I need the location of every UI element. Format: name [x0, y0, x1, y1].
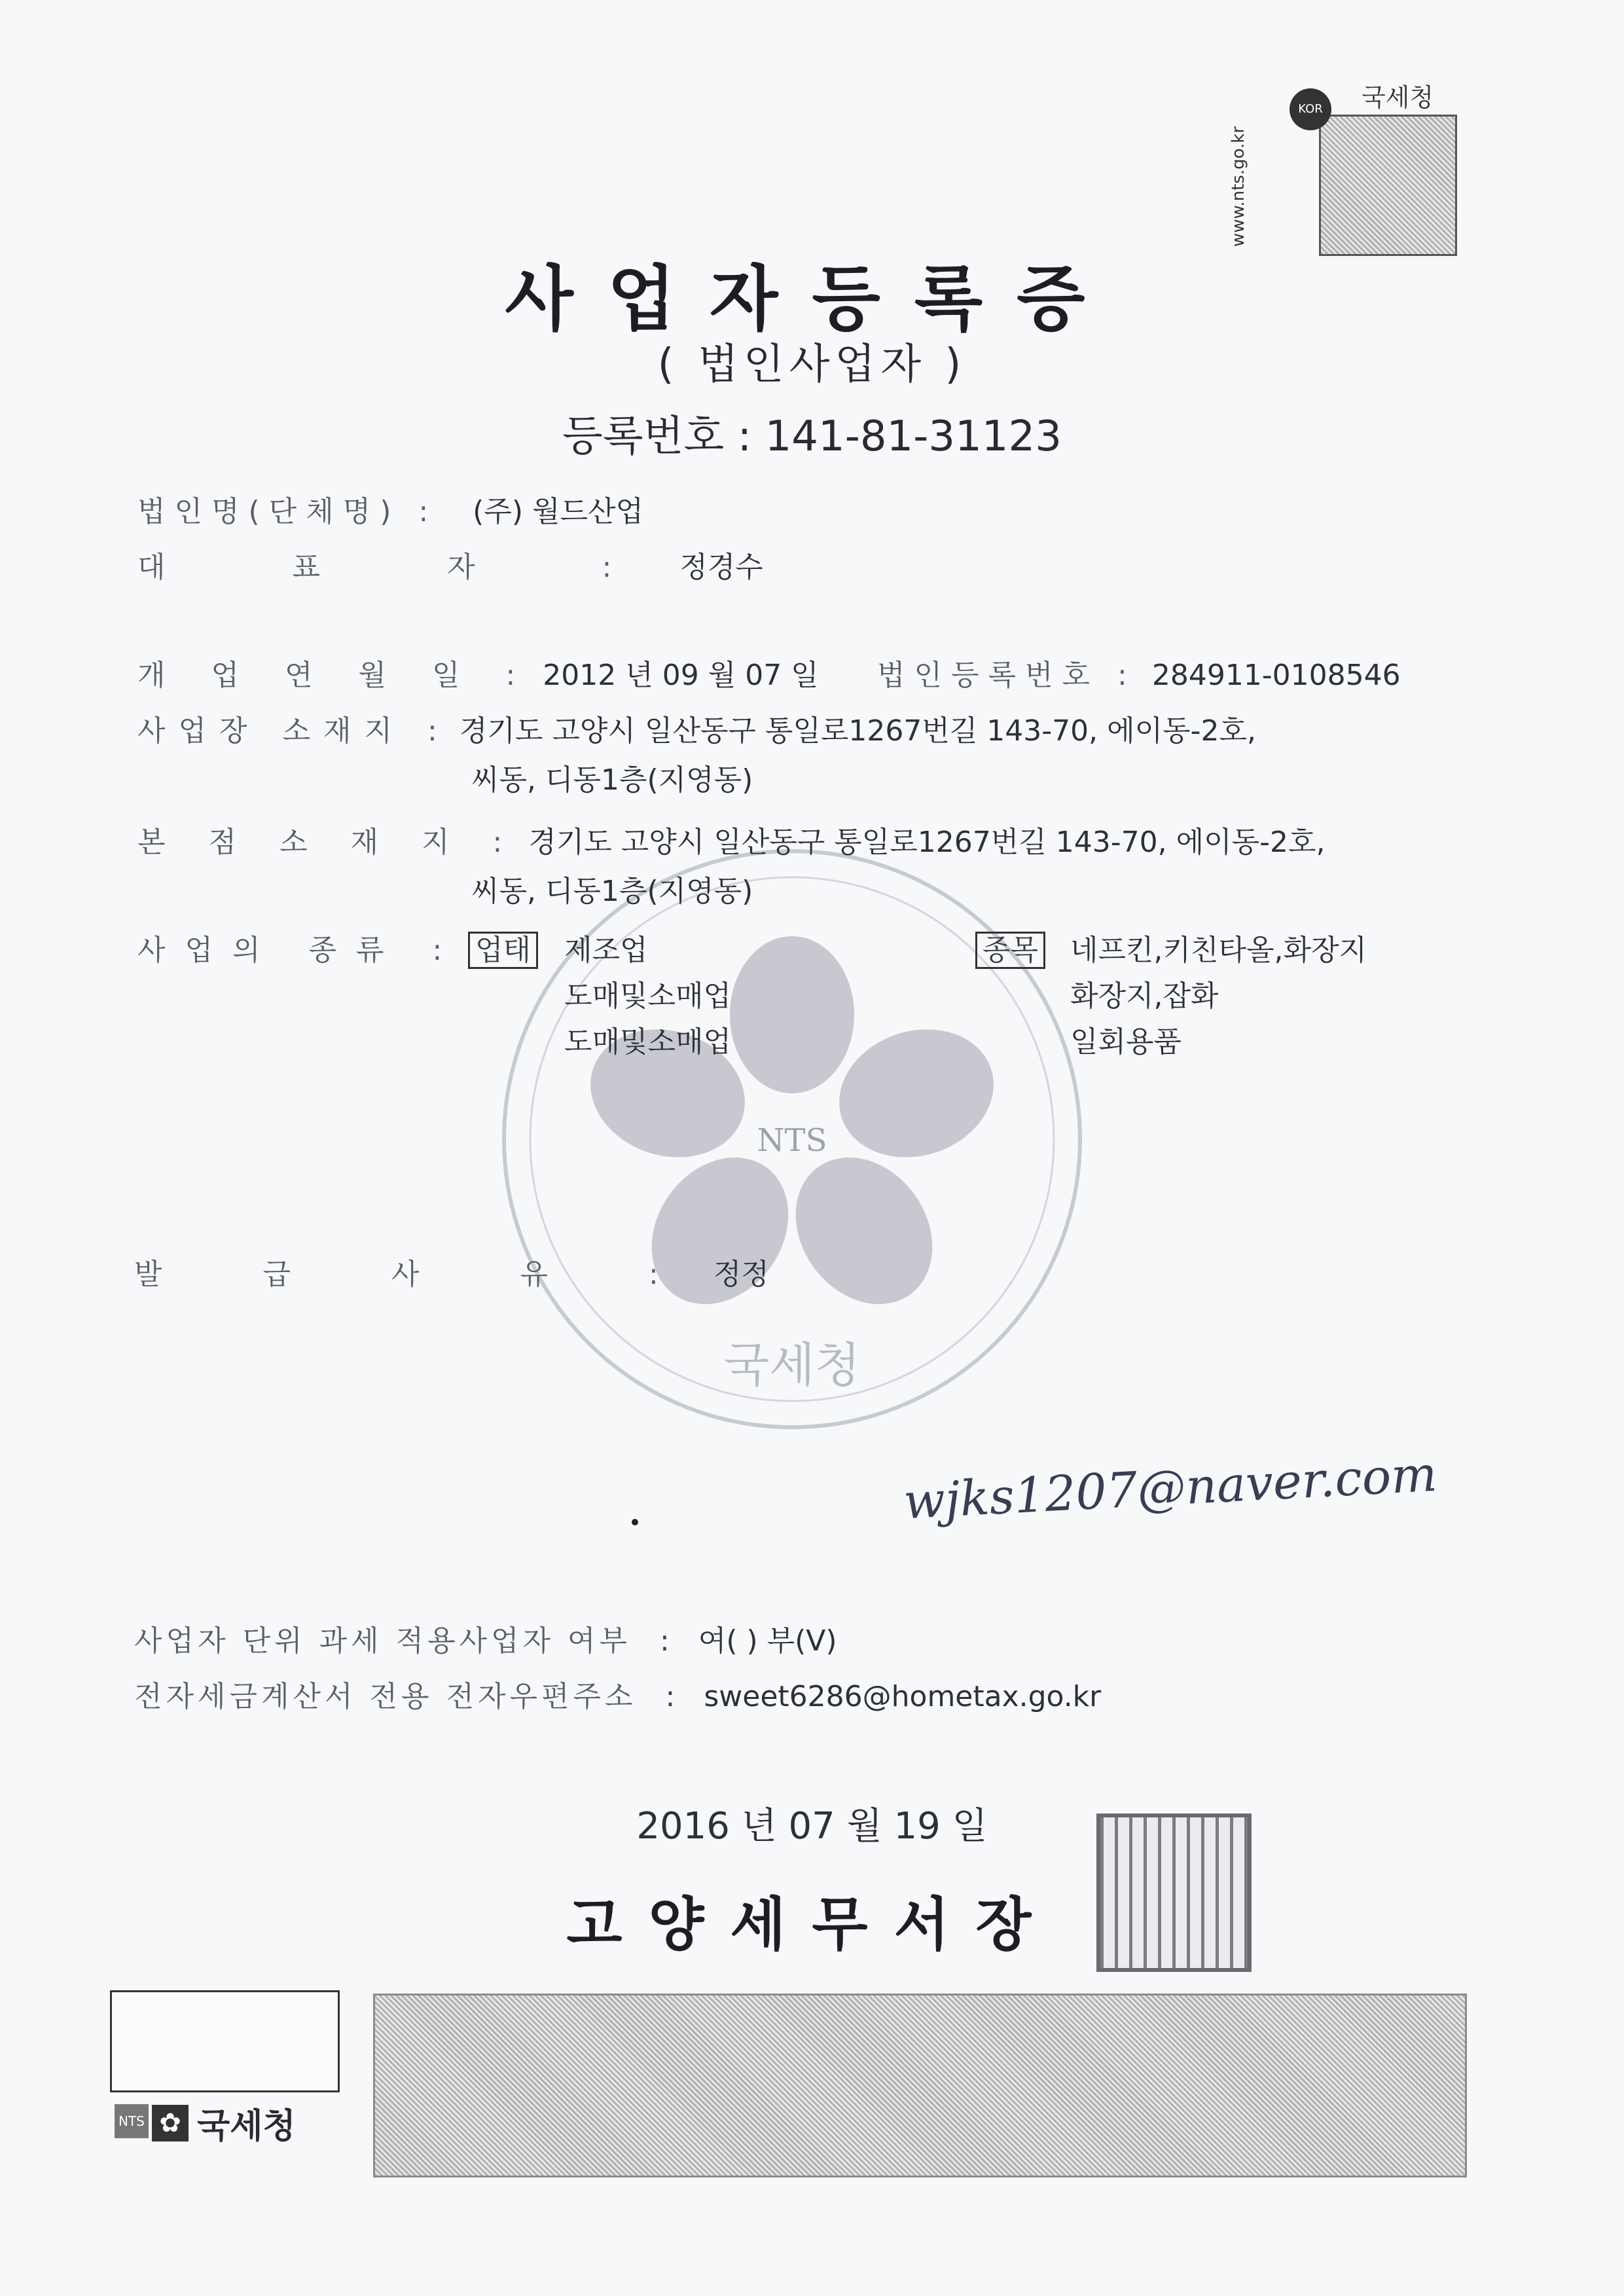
issue-date: 2016 년 07 월 19 일 [636, 1805, 988, 1848]
qr-code-top [1319, 115, 1457, 256]
issue-reason-row [134, 1250, 769, 1292]
biz-address-row [137, 707, 1256, 749]
jongmok-item: 일회용품 [1070, 1025, 1182, 1059]
biz-address-line2: 씨동, 디동1층(지영동) [471, 763, 753, 797]
dot-mark [632, 1519, 638, 1525]
corp-name: (주) 월드산업 [473, 495, 644, 528]
qr-label: 국세청 [1362, 83, 1434, 112]
handwritten-email: wjks1207@naver.com [902, 1446, 1439, 1531]
biz-address-label: 사업장 소재지 : [137, 714, 450, 748]
corp-reg-label: 법인등록번호 : [877, 659, 1136, 692]
hq-address-line1: 경기도 고양시 일산동구 통일로1267번길 143-70, 에이동-2호, [528, 826, 1326, 859]
registration-number: 141-81-31123 [765, 412, 1062, 461]
representative-row [137, 543, 763, 585]
biz-type-row [137, 926, 461, 968]
registration-number-line [0, 403, 1624, 463]
footer-logo-text: 국세청 [197, 2107, 296, 2146]
barcode-noise-area [373, 1994, 1467, 2178]
hq-address-label: 본 점 소 재 지 : [137, 826, 520, 859]
nts-watermark-seal [484, 831, 1100, 1447]
corp-reg-row [877, 651, 1401, 693]
tax-unit-label: 사업자 단위 과세 적용사업자 여부 [134, 1624, 631, 1658]
e-invoice-email-row: 전자세금계산서 전용 전자우편주소 : sweet6286@hometax.go.kr [134, 1680, 1102, 1713]
upte-tag: 업태 [468, 926, 538, 968]
tax-unit-row: 사업자 단위 과세 적용사업자 여부 : 여( ) 부(V) [134, 1624, 837, 1658]
jongmok-item: 네프킨,키친타올,화장지 [1070, 934, 1367, 967]
document-subtitle: ( 법인사업자 ) [657, 340, 967, 389]
biz-address-line1: 경기도 고양시 일산동구 통일로1267번길 143-70, 에이동-2호, [459, 714, 1257, 748]
seal-bottom-text: 국세청 [723, 1338, 861, 1393]
representative-label: 대 표 자 : [137, 551, 671, 584]
jongmok-tag: 종목 [975, 926, 1045, 968]
open-date-label: 개 업 연 월 일 : [137, 659, 534, 692]
hq-address-line2: 씨동, 디동1층(지영동) [471, 875, 753, 908]
corp-reg-number: 284911-0108546 [1151, 659, 1401, 692]
upte-item: 도매및소매업 [564, 979, 732, 1013]
issue-reason: 정정 [713, 1258, 769, 1291]
upte-item: 도매및소매업 [564, 1025, 732, 1059]
nts-url: www.nts.go.kr [1229, 126, 1249, 247]
open-date-row [137, 651, 819, 693]
kor-badge: KOR [1290, 88, 1331, 130]
footer-logo [115, 2098, 296, 2147]
corp-name-row [137, 488, 643, 530]
flower-icon: ✿ [152, 2105, 189, 2141]
e-invoice-email-label: 전자세금계산서 전용 전자우편주소 [134, 1680, 637, 1713]
registration-number-label: 등록번호 : [562, 412, 752, 461]
open-date: 2012 년 09 월 07 일 [543, 659, 819, 692]
official-stamp [1096, 1813, 1252, 1972]
corp-name-label: 법인명(단체명) : [137, 495, 438, 528]
tax-unit-value: 여( ) 부(V) [698, 1624, 837, 1658]
e-invoice-email: sweet6286@hometax.go.kr [704, 1680, 1102, 1713]
issue-reason-label: 발 급 사 유 : [134, 1258, 704, 1291]
biz-type-label: 사업의 종류 : [137, 934, 462, 967]
issuing-office: 고양세무서장 [566, 1891, 1058, 1958]
upte-item: 제조업 [564, 934, 648, 967]
document-title: 사업자등록증 [505, 259, 1119, 340]
blank-box [110, 1990, 340, 2092]
jongmok-item: 화장지,잡화 [1070, 979, 1219, 1013]
hq-address-row [137, 818, 1325, 860]
nts-small-logo: NTS [115, 2104, 149, 2138]
representative: 정경수 [679, 551, 763, 584]
seal-center-text: NTS [757, 1122, 827, 1159]
